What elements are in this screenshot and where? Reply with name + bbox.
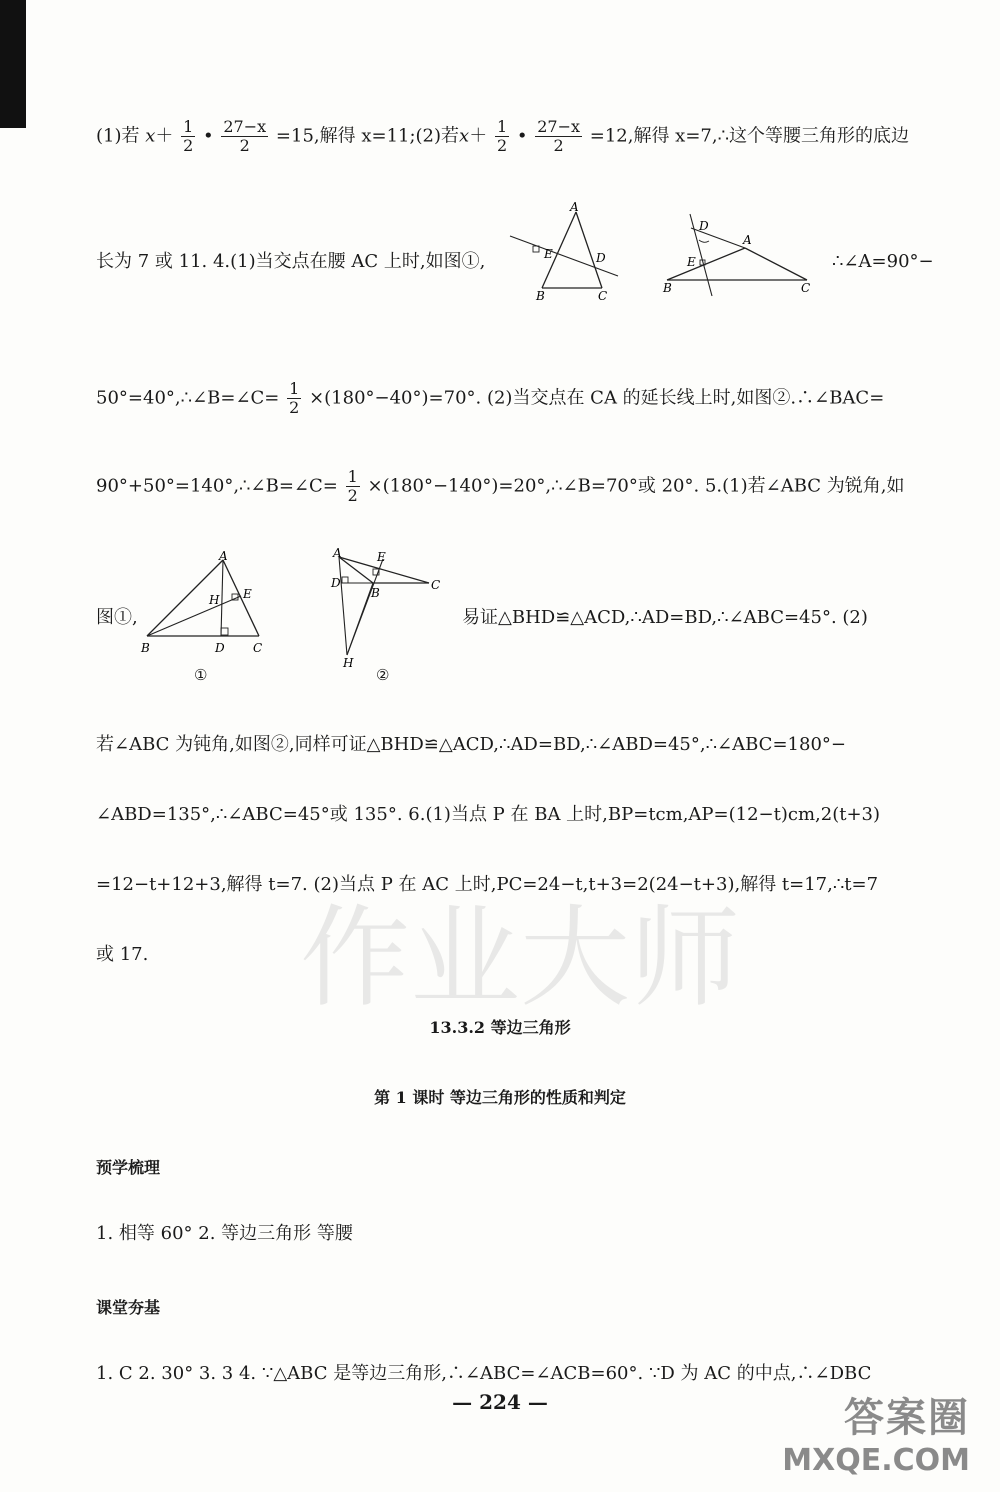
label-c: C: [253, 641, 263, 655]
label-h: H: [209, 593, 220, 607]
answer-line-2: 1. C 2. 30° 3. 3 4. ∵△ABC 是等边三角形,∴∠ABC=∠ACB=60°. ∵D 为 AC 的中点,∴∠DBC: [96, 1363, 872, 1384]
fraction: $\frac{1}{2}$: [347, 467, 358, 505]
text-line-9: 或 17.: [96, 944, 149, 965]
subsection-title-preview: 预学梳理: [96, 1158, 161, 1177]
label-d: D: [215, 641, 225, 655]
text-line-5: 图①,: [96, 607, 138, 628]
text-line-7: ∠ABD=135°,∴∠ABC=45°或 135°. 6.(1)当点 P 在 BA 上时,BP=tcm,AP=(12−t)cm,2(t+3): [96, 804, 881, 825]
label-c: C: [598, 289, 608, 303]
label-a: A: [743, 233, 752, 247]
label-a: A: [570, 200, 579, 214]
figure-q5-1: [135, 548, 270, 660]
lesson-heading: 第 1 课时 等边三角形的性质和判定: [374, 1088, 626, 1107]
label-e: E: [243, 587, 252, 601]
fraction: $\frac{1}{2}$: [183, 117, 194, 155]
label-b: B: [663, 281, 672, 295]
page-number: — 224 —: [452, 1390, 548, 1414]
fraction: $\frac{27-x}{2}$: [223, 117, 267, 155]
label-e: E: [544, 247, 553, 261]
fraction: $\frac{1}{2}$: [289, 379, 300, 417]
figure-q4-1: [500, 200, 630, 305]
section-heading: 13.3.2 等边三角形: [429, 1018, 571, 1037]
subsection-title-class: 课堂夯基: [96, 1298, 161, 1317]
figure-q4-2: [655, 210, 815, 300]
label-d: D: [699, 219, 709, 233]
text-line-3: 50°=40°,∴∠B=∠C= $\frac{1}{2}$ ×(180°−40°)=70°. (2)当交点在 CA 的延长线上时,如图②.∴∠BAC=: [96, 379, 885, 417]
text-line-6: 若∠ABC 为钝角,如图②,同样可证△BHD≌△ACD,∴AD=BD,∴∠ABD=45°,∴∠ABC=180°−: [96, 734, 846, 755]
label-b: B: [371, 586, 380, 600]
text-line-2-right: ∴∠A=90°−: [832, 251, 934, 272]
answer-line-1: 1. 相等 60° 2. 等边三角形 等腰: [96, 1223, 353, 1244]
page-edge-shadow: [0, 0, 26, 128]
text-line-1: (1)若 x＋ $\frac{1}{2}$ • $\frac{27-x}{2}$ =15,解得 x=11;(2)若x＋ $\frac{1}{2}$ • $\frac{27-x}{2}$ =12,解得 x=7,∴这个等腰三角形的底边: [96, 117, 910, 155]
label-b: B: [536, 289, 545, 303]
figure-q5-2: [325, 545, 445, 670]
label-d: D: [331, 576, 341, 590]
fraction: $\frac{27-x}{2}$: [537, 117, 580, 155]
text-line-2: 长为 7 或 11. 4.(1)当交点在腰 AC 上时,如图①,: [96, 251, 486, 272]
label-d: D: [596, 251, 606, 265]
label-c: C: [431, 578, 441, 592]
fraction: $\frac{1}{2}$: [496, 117, 508, 155]
label-e: E: [687, 255, 696, 269]
figure-caption-2: ②: [376, 666, 390, 684]
label-b: B: [141, 641, 150, 655]
label-a: A: [333, 546, 342, 560]
watermark: 作业大师: [300, 894, 740, 1022]
corner-logo: 答案圈 MXQE.COM: [782, 1395, 970, 1478]
label-e: E: [377, 550, 386, 564]
text-line-8: =12−t+12+3,解得 t=7. (2)当点 P 在 AC 上时,PC=24−t,t+3=2(24−t+3),解得 t=17,∴t=7: [96, 874, 879, 895]
label-a: A: [219, 549, 228, 563]
text-line-4: 90°+50°=140°,∴∠B=∠C= $\frac{1}{2}$ ×(180°−140°)=20°,∴∠B=70°或 20°. 5.(1)若∠ABC 为锐角,如: [96, 467, 905, 505]
figure-caption-1: ①: [194, 666, 208, 684]
label-h: H: [343, 656, 354, 670]
text-line-5-right: 易证△BHD≌△ACD,∴AD=BD,∴∠ABC=45°. (2): [462, 607, 868, 628]
label-c: C: [801, 281, 811, 295]
